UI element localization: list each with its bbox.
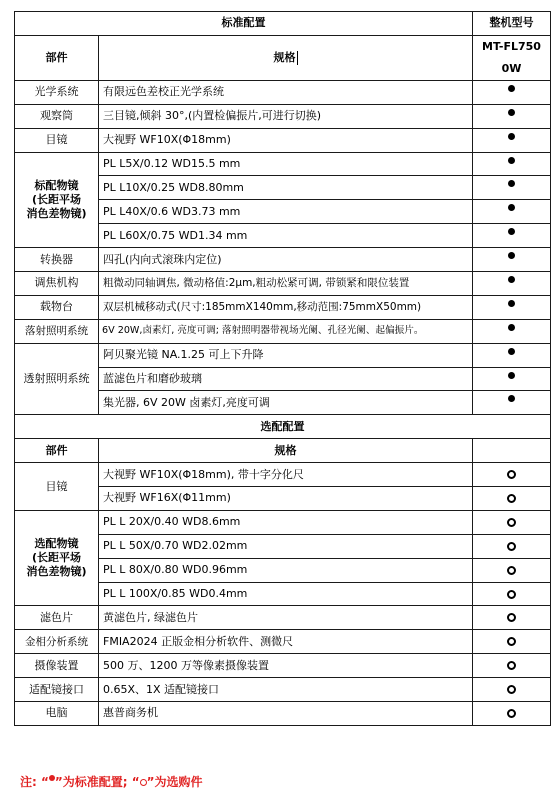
standard-mark-cell bbox=[473, 367, 551, 391]
spec-cell: 6V 20W,卤素灯, 亮度可调; 落射照明器带视场光阑、孔径光阑、起偏振片。 bbox=[99, 319, 473, 343]
note-middle: ”为标准配置; “ bbox=[54, 775, 140, 789]
spec-cell: PL L60X/0.75 WD1.34 mm bbox=[99, 224, 473, 248]
part-cell: 光学系统 bbox=[15, 80, 99, 104]
optional-mark-cell bbox=[473, 654, 551, 678]
spec-cell: 粗微动同轴调焦, 微动格值:2μm,粗动松紧可调, 带锁紧和限位装置 bbox=[99, 272, 473, 296]
standard-dot-icon bbox=[508, 204, 515, 211]
spec-column-label: 规格 bbox=[273, 50, 296, 64]
standard-dot-icon bbox=[508, 372, 515, 379]
optional-ring-icon bbox=[507, 590, 516, 599]
objective-std-line: 标配物镜 bbox=[34, 178, 79, 192]
optional-mark-cell bbox=[473, 534, 551, 558]
table-row bbox=[15, 295, 551, 319]
optional-spec-header: 规格 bbox=[99, 439, 473, 463]
model-line-1: MT-FL750 bbox=[482, 39, 541, 53]
spec-cell: 大视野 WF10X(Φ18mm), 带十字分化尺 bbox=[99, 463, 473, 487]
spec-cell: 有限远色差校正光学系统 bbox=[99, 80, 473, 104]
standard-mark-cell bbox=[473, 272, 551, 296]
empty-cell bbox=[473, 439, 551, 463]
table-row bbox=[15, 630, 551, 654]
optional-ring-icon bbox=[507, 661, 516, 670]
part-cell: 摄像装置 bbox=[15, 654, 99, 678]
spec-cell: 0.65X、1X 适配镜接口 bbox=[99, 678, 473, 702]
legend-note bbox=[20, 773, 203, 790]
optional-mark-cell bbox=[473, 558, 551, 582]
table-row bbox=[15, 678, 551, 702]
part-cell: 滤色片 bbox=[15, 606, 99, 630]
optional-ring-icon bbox=[507, 709, 516, 718]
text-cursor bbox=[297, 51, 298, 65]
table-row bbox=[15, 319, 551, 343]
standard-dot-icon bbox=[508, 324, 515, 331]
spec-cell: 阿贝聚光镜 NA.1.25 可上下升降 bbox=[99, 343, 473, 367]
standard-dot-icon bbox=[508, 276, 515, 283]
spec-cell: 双层机械移动式(尺寸:185mmX140mm,移动范围:75mmX50mm) bbox=[99, 295, 473, 319]
optional-mark-cell bbox=[473, 678, 551, 702]
spec-cell: 500 万、1200 万等像素摄像装置 bbox=[99, 654, 473, 678]
standard-dot-icon bbox=[508, 157, 515, 164]
standard-mark-cell bbox=[473, 80, 551, 104]
optional-ring-icon bbox=[507, 470, 516, 479]
spec-cell: PL L5X/0.12 WD15.5 mm bbox=[99, 152, 473, 176]
table-row bbox=[15, 248, 551, 272]
config-table bbox=[14, 11, 551, 726]
optional-mark-cell bbox=[473, 510, 551, 534]
spec-cell: PL L 100X/0.85 WD0.4mm bbox=[99, 582, 473, 606]
standard-dot-icon bbox=[508, 252, 515, 259]
optional-column-header-row bbox=[15, 439, 551, 463]
part-cell: 落射照明系统 bbox=[15, 319, 99, 343]
part-column-header: 部件 bbox=[15, 35, 99, 80]
optional-ring-icon bbox=[507, 637, 516, 646]
spec-cell: PL L40X/0.6 WD3.73 mm bbox=[99, 200, 473, 224]
part-cell: 电脑 bbox=[15, 702, 99, 726]
standard-mark-cell bbox=[473, 176, 551, 200]
table-row bbox=[15, 272, 551, 296]
part-cell: 转换器 bbox=[15, 248, 99, 272]
spec-cell: PL L 50X/0.70 WD2.02mm bbox=[99, 534, 473, 558]
standard-mark-cell bbox=[473, 128, 551, 152]
optional-ring-icon bbox=[140, 779, 147, 786]
table-row bbox=[15, 80, 551, 104]
part-cell: 载物台 bbox=[15, 295, 99, 319]
optional-config-title: 选配配置 bbox=[15, 415, 551, 439]
part-cell: 调焦机构 bbox=[15, 272, 99, 296]
standard-mark-cell bbox=[473, 248, 551, 272]
spec-cell: 大视野 WF16X(Φ11mm) bbox=[99, 487, 473, 511]
table-row bbox=[15, 654, 551, 678]
spec-cell: 黄滤色片, 绿滤色片 bbox=[99, 606, 473, 630]
column-header-row bbox=[15, 35, 551, 80]
part-cell: 适配镜接口 bbox=[15, 678, 99, 702]
optional-mark-cell bbox=[473, 582, 551, 606]
objective-opt-line: 选配物镜 bbox=[34, 537, 79, 551]
table-row bbox=[15, 343, 551, 367]
objective-opt-line: 消色差物镜) bbox=[26, 565, 87, 579]
optional-ring-icon bbox=[507, 566, 516, 575]
table-row bbox=[15, 104, 551, 128]
model-line-2: 0W bbox=[501, 61, 522, 75]
spec-cell: 蓝滤色片和磨砂玻璃 bbox=[99, 367, 473, 391]
objective-std-line: 消色差物镜) bbox=[26, 206, 87, 220]
part-cell: 目镜 bbox=[15, 128, 99, 152]
standard-dot-icon bbox=[508, 85, 515, 92]
standard-mark-cell bbox=[473, 319, 551, 343]
model-number-cell bbox=[473, 35, 551, 80]
spec-cell: FMIA2024 正版金相分析软件、测微尺 bbox=[99, 630, 473, 654]
objective-opt-line: (长距平场 bbox=[31, 551, 82, 565]
standard-mark-cell bbox=[473, 104, 551, 128]
objective-std-part-cell bbox=[15, 152, 99, 248]
optional-mark-cell bbox=[473, 487, 551, 511]
standard-dot-icon bbox=[508, 180, 515, 187]
optional-ring-icon bbox=[507, 542, 516, 551]
standard-mark-cell bbox=[473, 224, 551, 248]
table-row bbox=[15, 702, 551, 726]
optional-ring-icon bbox=[507, 518, 516, 527]
model-column-title: 整机型号 bbox=[473, 12, 551, 36]
optional-mark-cell bbox=[473, 463, 551, 487]
standard-dot-icon bbox=[508, 109, 515, 116]
standard-dot-icon bbox=[508, 395, 515, 402]
optional-ring-icon bbox=[507, 685, 516, 694]
standard-mark-cell bbox=[473, 343, 551, 367]
objective-opt-part-cell bbox=[15, 510, 99, 606]
standard-dot-icon bbox=[508, 348, 515, 355]
spec-cell: 四孔(内向式滚珠内定位) bbox=[99, 248, 473, 272]
standard-dot-icon bbox=[508, 300, 515, 307]
standard-mark-cell bbox=[473, 295, 551, 319]
standard-mark-cell bbox=[473, 200, 551, 224]
table-row bbox=[15, 463, 551, 487]
table-row bbox=[15, 128, 551, 152]
spec-cell: PL L 80X/0.80 WD0.96mm bbox=[99, 558, 473, 582]
spec-cell: 三目镜,倾斜 30°,(内置检偏振片,可进行切换) bbox=[99, 104, 473, 128]
part-cell: 观察筒 bbox=[15, 104, 99, 128]
optional-mark-cell bbox=[473, 702, 551, 726]
standard-header-row bbox=[15, 12, 551, 36]
standard-mark-cell bbox=[473, 391, 551, 415]
standard-dot-icon bbox=[508, 133, 515, 140]
spec-column-header bbox=[99, 35, 473, 80]
transmit-part-cell: 透射照明系统 bbox=[15, 343, 99, 415]
part-cell: 金相分析系统 bbox=[15, 630, 99, 654]
optional-mark-cell bbox=[473, 606, 551, 630]
spec-cell: 大视野 WF10X(Φ18mm) bbox=[99, 128, 473, 152]
optional-ring-icon bbox=[507, 494, 516, 503]
standard-dot-icon bbox=[508, 228, 515, 235]
standard-mark-cell bbox=[473, 152, 551, 176]
spec-cell: 集光器, 6V 20W 卤素灯,亮度可调 bbox=[99, 391, 473, 415]
optional-mark-cell bbox=[473, 630, 551, 654]
optional-part-header: 部件 bbox=[15, 439, 99, 463]
table-row bbox=[15, 606, 551, 630]
table-row bbox=[15, 152, 551, 176]
standard-config-title: 标准配置 bbox=[15, 12, 473, 36]
optional-header-row bbox=[15, 415, 551, 439]
note-suffix: ”为选购件 bbox=[146, 775, 203, 789]
spec-cell: PL L10X/0.25 WD8.80mm bbox=[99, 176, 473, 200]
optional-ring-icon bbox=[507, 613, 516, 622]
spec-cell: 惠普商务机 bbox=[99, 702, 473, 726]
note-prefix: 注: “ bbox=[20, 775, 49, 789]
objective-std-line: (长距平场 bbox=[31, 192, 82, 206]
optional-eyepiece-part-cell: 目镜 bbox=[15, 463, 99, 511]
spec-cell: PL L 20X/0.40 WD8.6mm bbox=[99, 510, 473, 534]
table-row bbox=[15, 510, 551, 534]
